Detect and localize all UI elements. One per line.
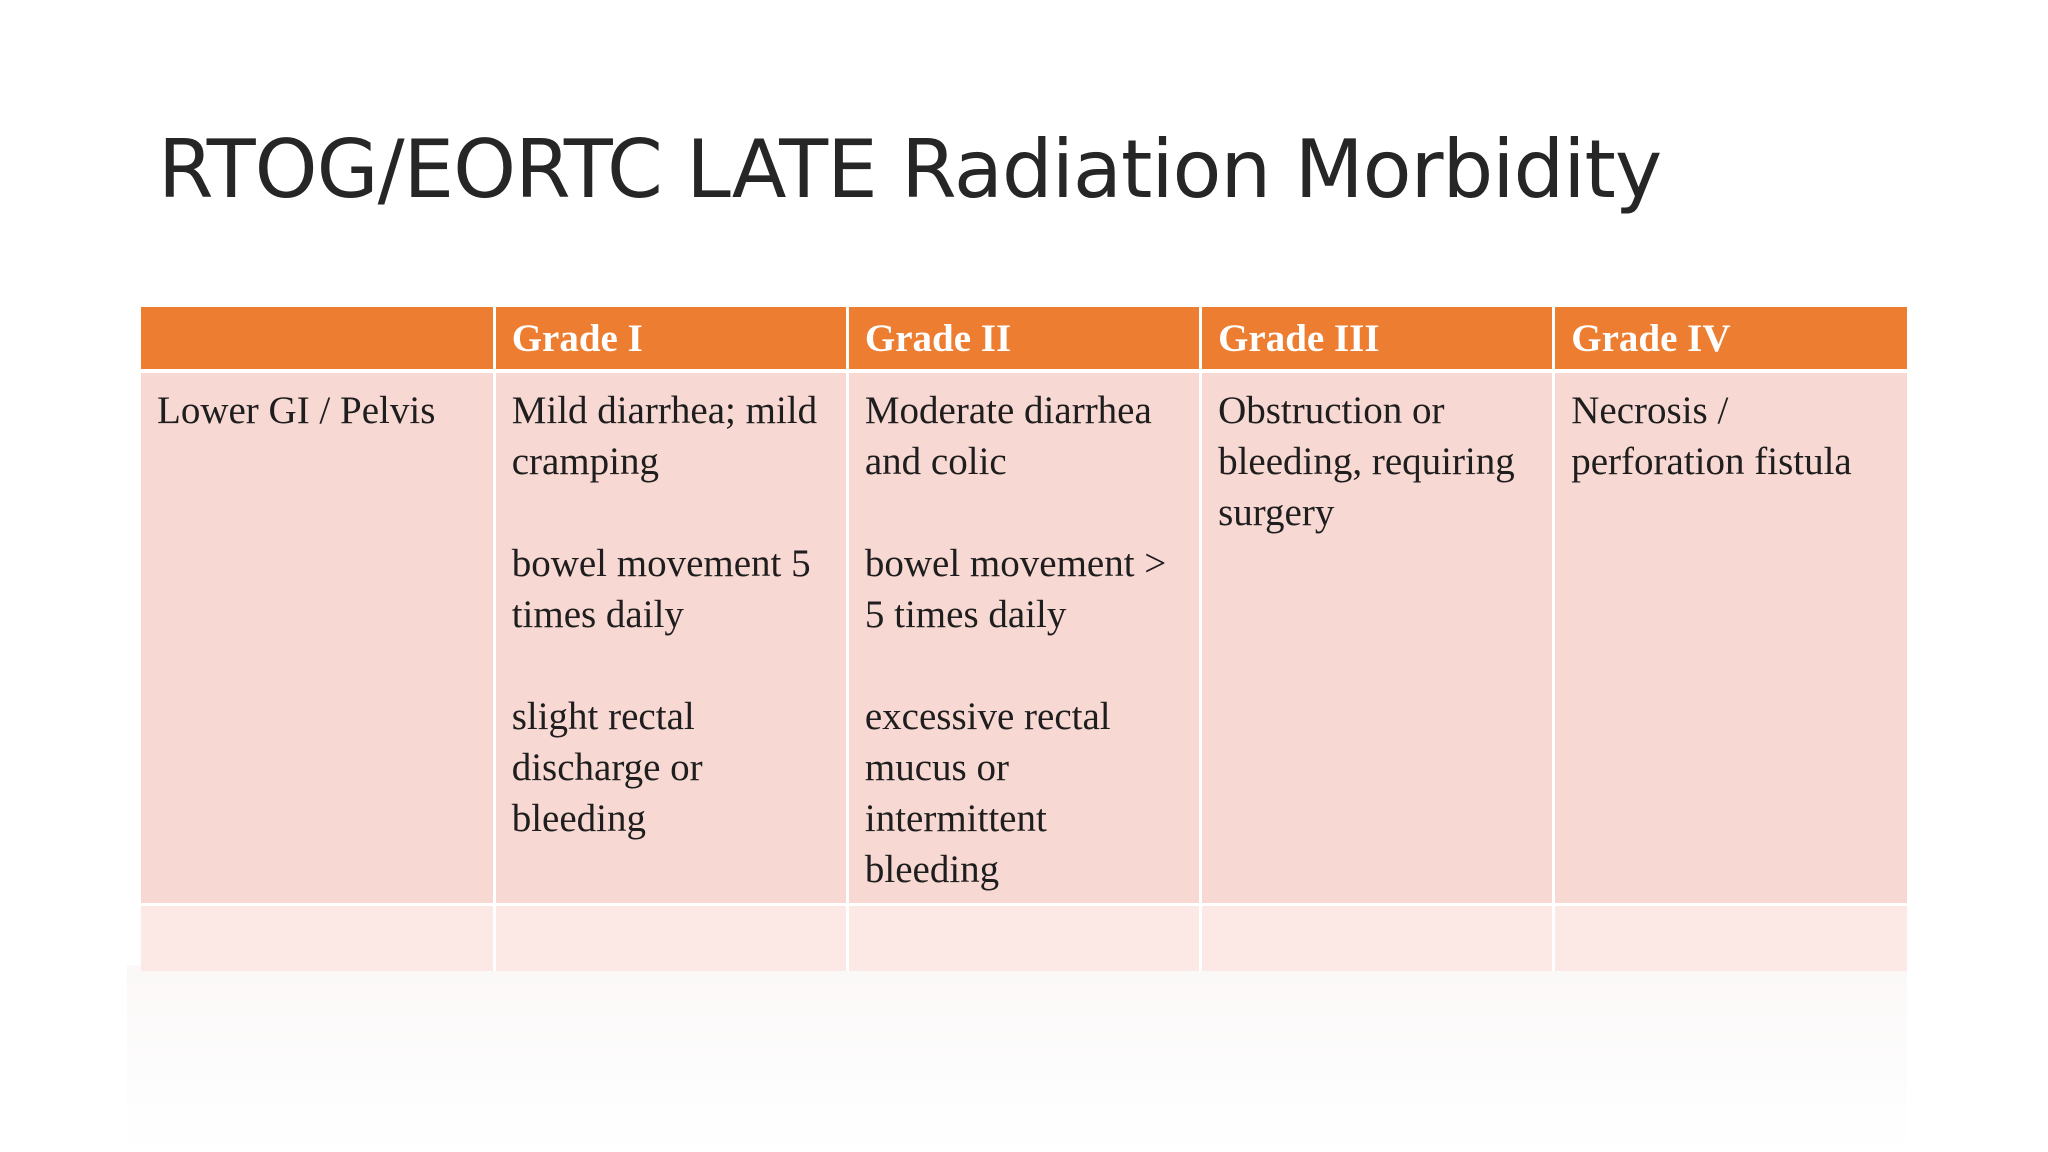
header-cell-grade-4: Grade IV: [1554, 307, 1907, 371]
grade-3-text: Obstruction or bleeding, requiring surgery: [1218, 389, 1515, 534]
grade-4-cell: [1554, 371, 1907, 905]
morbidity-table-container: [141, 307, 1907, 971]
empty-cell: [1554, 905, 1907, 971]
grade-1-text: Mild diarrhea; mild cramping: [511, 389, 818, 483]
table-row: [141, 371, 1907, 905]
header-cell-grade-1: Grade I: [494, 307, 847, 371]
header-cell-grade-3: Grade III: [1201, 307, 1554, 371]
empty-cell: [141, 905, 494, 971]
grade-4-text: Necrosis / perforation fistula: [1571, 389, 1852, 483]
grade-2-cell: [847, 371, 1200, 905]
grade-1-text: slight rectal discharge or bleeding: [511, 695, 703, 840]
grade-2-text: excessive rectal mucus or intermittent bleeding: [864, 695, 1111, 891]
grade-1-cell: [494, 371, 847, 905]
header-cell-grade-2: Grade II: [847, 307, 1200, 371]
grade-3-cell: [1201, 371, 1554, 905]
grade-2-text: bowel movement > 5 times daily: [864, 542, 1167, 636]
table-reflection: [127, 965, 1907, 1152]
empty-table-row: [141, 905, 1907, 971]
grade-2-text: Moderate diarrhea and colic: [864, 389, 1152, 483]
morbidity-table: [141, 307, 1907, 971]
empty-cell: [494, 905, 847, 971]
empty-cell: [1201, 905, 1554, 971]
slide-title: RTOG/EORTC LATE Radiation Morbidity: [158, 123, 1662, 216]
empty-cell: [847, 905, 1200, 971]
row-label: Lower GI / Pelvis: [157, 389, 436, 432]
table-header-row: [141, 307, 1907, 371]
row-label-cell: [141, 371, 494, 905]
grade-1-text: bowel movement 5 times daily: [511, 542, 811, 636]
header-cell-blank: [141, 307, 494, 371]
